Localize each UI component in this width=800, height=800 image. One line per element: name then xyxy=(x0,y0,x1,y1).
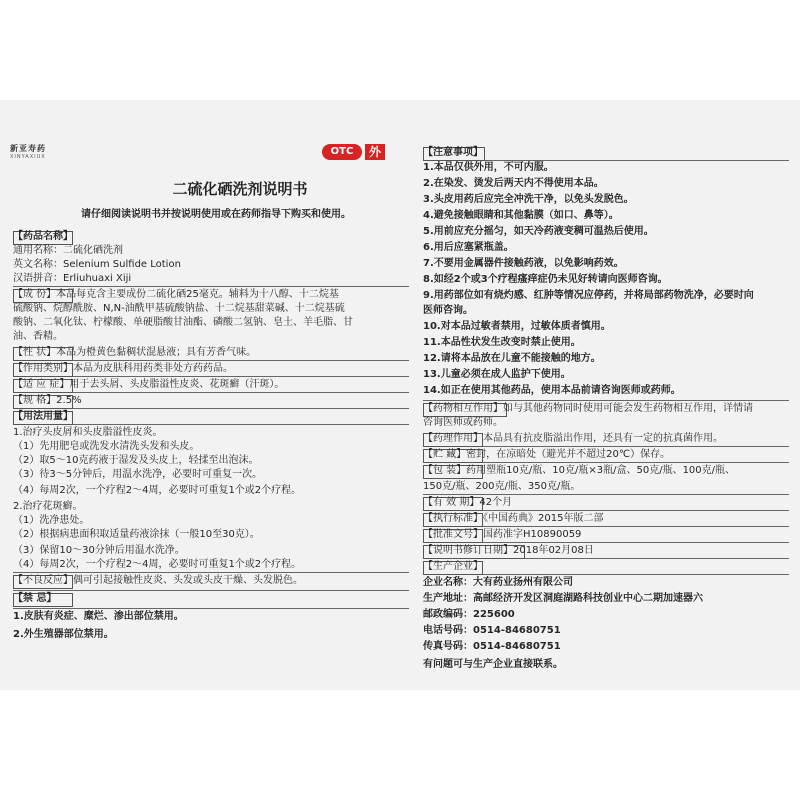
text-line: 11.本品性状发生改变时禁止使用。 xyxy=(423,337,581,348)
text-line: 150克/瓶、200克/瓶、350克/瓶。 xyxy=(423,481,581,492)
text-line: （4）每周2次，一个疗程2～4周，必要时可重复1个或2个疗程。 xyxy=(13,559,302,570)
text-line: （3）待3～5分钟后，用温水洗净，必要时可重复一次。 xyxy=(13,469,263,480)
text-line: （3）保留10～30分钟后用温水洗净。 xyxy=(13,545,185,556)
text-line: 7.不要用金属器件接触药液，以免影响药效。 xyxy=(423,258,624,269)
text-line: 6.用后应塞紧瓶盖。 xyxy=(423,242,514,253)
text-line: 【批准文号】国药准字H10890059 xyxy=(423,529,582,540)
text-line: 医师咨询。 xyxy=(423,305,473,316)
left-column xyxy=(13,230,409,688)
text-line: 【有 效 期】42个月 xyxy=(423,497,513,508)
text-line: 酸钠、二氧化钛、柠檬酸、单硬脂酸甘油酯、磷酸二氢钠、皂土、羊毛脂、甘 xyxy=(13,317,353,328)
text-line: 2.外生殖器部位禁用。 xyxy=(13,629,114,640)
text-line: 5.用前应充分摇匀，如天冷药液变稠可温热后使用。 xyxy=(423,226,654,237)
section-divider xyxy=(13,590,409,591)
text-line: 【说明书修订日期】2018年02月08日 xyxy=(423,545,594,556)
text-line: 【执行标准】《中国药典》2015年版二部 xyxy=(423,513,604,524)
text-line: 14.如正在使用其他药品，使用本品前请咨询医师或药师。 xyxy=(423,385,681,396)
text-line: 3.头皮用药后应完全冲洗干净，以免头发脱色。 xyxy=(423,194,634,205)
text-line: 通用名称：二硫化硒洗剂 xyxy=(13,245,123,256)
text-line: 1.皮肤有炎症、糜烂、渗出部位禁用。 xyxy=(13,611,184,622)
text-line: 9.用药部位如有烧灼感、红肿等情况应停药，并将局部药物洗净，必要时向 xyxy=(423,290,754,301)
text-line: 10.对本品过敏者禁用，过敏体质者慎用。 xyxy=(423,321,611,332)
brand-logo-text: 新亚寿药 xyxy=(10,144,46,153)
usage-warning: 请仔细阅读说明书并按说明使用或在药师指导下购买和使用。 xyxy=(81,209,351,220)
text-line: 油、香精。 xyxy=(13,331,63,342)
text-line: 13.儿童必须在成人监护下使用。 xyxy=(423,369,571,380)
text-line: 4.避免接触眼睛和其他黏膜（如口、鼻等）。 xyxy=(423,210,619,221)
text-line: 【药品名称】 xyxy=(13,231,73,242)
text-line: 【成 份】本品每克含主要成份二硫化硒25毫克。辅料为十八醇、十二烷基 xyxy=(13,289,339,300)
text-line: 1.治疗头皮屑和头皮脂溢性皮炎。 xyxy=(13,427,163,438)
text-line: 【注意事项】 xyxy=(423,147,483,158)
text-line: 8.如经2个或3个疗程瘙痒症仍未见好转请向医师咨询。 xyxy=(423,274,668,285)
text-line: 【不良反应】偶可引起接触性皮炎、头发或头皮干燥、头发脱色。 xyxy=(13,575,303,586)
section-divider xyxy=(423,494,789,495)
text-line: 有问题可与生产企业直接联系。 xyxy=(423,659,563,670)
text-line: 【贮 藏】密封，在凉暗处（避光并不超过20℃）保存。 xyxy=(423,449,671,460)
text-line: 咨询医师或药师。 xyxy=(423,417,503,428)
external-use-badge: 外 xyxy=(365,144,385,160)
text-line: 汉语拼音：Erliuhuaxi Xiji xyxy=(13,273,132,284)
text-line: 12.请将本品放在儿童不能接触的地方。 xyxy=(423,353,601,364)
brand-logo-subtext: XINYAXIUX xyxy=(10,154,46,160)
text-line: 【作用类别】本品为皮肤科用药类非处方药药品。 xyxy=(13,363,233,374)
text-line: 【包 装】药用塑瓶10克/瓶、10克/瓶×3瓶/盒、50克/瓶、100克/瓶、 xyxy=(423,465,736,476)
text-line: 2.在染发、烫发后两天内不得使用本品。 xyxy=(423,178,604,189)
drug-category-badges xyxy=(322,144,385,160)
section-divider xyxy=(423,400,789,401)
text-line: 2.治疗花斑癣。 xyxy=(13,501,83,512)
brand-logo xyxy=(10,143,70,165)
text-line: 邮政编码：225600 xyxy=(423,609,515,620)
text-line: （2）根据病患面积取适量药液涂抹（一般10至30克）。 xyxy=(13,529,260,540)
text-line: 【适 应 症】用于去头屑、头皮脂溢性皮炎、花斑癣（汗斑）。 xyxy=(13,379,285,390)
text-line: 【性 状】本品为橙黄色黏稠状混悬液；具有芳香气味。 xyxy=(13,347,257,358)
text-line: （1）先用肥皂或洗发水清洗头发和头皮。 xyxy=(13,441,200,452)
section-divider xyxy=(13,286,409,287)
section-divider xyxy=(13,608,409,609)
text-line: 电话号码：0514-84680751 xyxy=(423,625,561,636)
text-line: 1.本品仅供外用，不可内服。 xyxy=(423,162,554,173)
text-line: （4）每周2次，一个疗程2～4周，必要时可重复1个或2个疗程。 xyxy=(13,485,302,496)
text-line: 【规 格】2.5% xyxy=(13,395,82,406)
text-line: 【生产企业】 xyxy=(423,561,483,572)
section-divider xyxy=(13,572,409,573)
text-line: 英文名称：Selenium Sulfide Lotion xyxy=(13,259,181,270)
text-line: 【药理作用】本品具有抗皮脂溢出作用，还具有一定的抗真菌作用。 xyxy=(423,433,723,444)
text-line: （2）取5～10克药液于湿发及头皮上，轻揉至出泡沫。 xyxy=(13,455,259,466)
text-line: 【药物相互作用】如与其他药物同时使用可能会发生药物相互作用，详情请 xyxy=(423,403,753,414)
otc-badge: OTC xyxy=(322,144,362,160)
text-line: 【禁 忌】 xyxy=(13,593,57,604)
document-title: 二硫化硒洗剂说明书 xyxy=(172,180,308,198)
text-line: 生产地址：高邮经济开发区洞庭湖路科技创业中心二期加速器六 xyxy=(423,593,703,604)
text-line: 企业名称：大有药业扬州有限公司 xyxy=(423,577,573,588)
text-line: 传真号码：0514-84680751 xyxy=(423,641,561,652)
right-column xyxy=(423,146,789,686)
text-line: 【用法用量】 xyxy=(13,411,73,422)
text-line: （1）洗净患处。 xyxy=(13,515,90,526)
text-line: 硫酸钠、烷醇酰胺、N,N-油酰甲基硫酸钠盐、十二烷基甜菜碱、十二烷基硫 xyxy=(13,303,345,314)
